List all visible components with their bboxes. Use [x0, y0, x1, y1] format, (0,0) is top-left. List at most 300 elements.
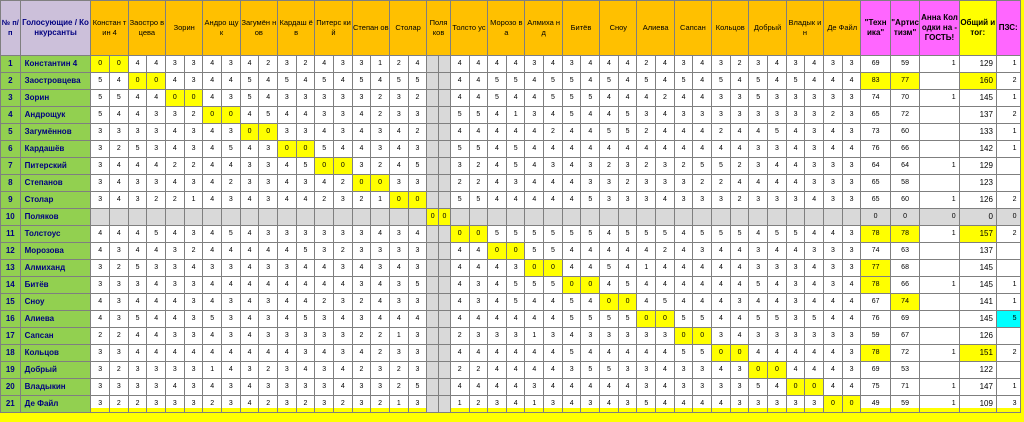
tech-score: 65 — [861, 192, 890, 209]
score-cell: 3 — [712, 379, 731, 396]
total-score: 145 — [959, 90, 996, 107]
score-cell: 4 — [203, 124, 222, 141]
score-cell: 4 — [562, 158, 581, 175]
score-cell: 4 — [259, 90, 278, 107]
score-cell: 2 — [259, 362, 278, 379]
score-cell: 4 — [371, 226, 390, 243]
score-cell: 3 — [637, 107, 656, 124]
score-cell: 4 — [637, 141, 656, 158]
pzs-score: 2 — [996, 226, 1020, 243]
score-cell: 4 — [488, 175, 507, 192]
score-cell: 3 — [278, 56, 297, 73]
score-cell: 5 — [581, 226, 600, 243]
score-cell: 3 — [259, 379, 278, 396]
score-cell: 5 — [525, 243, 544, 260]
score-cell: 5 — [618, 226, 637, 243]
row-number: 17 — [1, 328, 21, 345]
score-cell: 3 — [730, 90, 749, 107]
table-row — [1, 209, 1021, 226]
score-cell: 4 — [259, 277, 278, 294]
score-cell: 3 — [278, 260, 297, 277]
score-cell: 4 — [296, 192, 315, 209]
score-cell: 3 — [371, 362, 390, 379]
score-cell: 3 — [824, 328, 843, 345]
score-cell: 5 — [506, 226, 525, 243]
tech-score: 83 — [861, 73, 890, 90]
score-cell: 4 — [562, 243, 581, 260]
contestant-name: Поляков — [20, 209, 91, 226]
score-cell: 3 — [333, 107, 352, 124]
score-cell: 4 — [637, 294, 656, 311]
row-number: 7 — [1, 158, 21, 175]
score-cell: 3 — [240, 158, 259, 175]
score-cell: 4 — [581, 73, 600, 90]
score-cell: 5 — [488, 226, 507, 243]
score-cell: 4 — [147, 90, 166, 107]
score-cell: 4 — [824, 345, 843, 362]
score-cell: 5 — [525, 226, 544, 243]
score-cell: 3 — [749, 141, 768, 158]
guest-score — [920, 175, 959, 192]
score-cell: 3 — [786, 192, 805, 209]
contestant-name: Заостровцева — [20, 73, 91, 90]
score-cell: 4 — [693, 141, 712, 158]
guest-score: 1 — [920, 226, 959, 243]
header-judge: Загумён нов — [240, 1, 277, 56]
score-cell: 4 — [768, 294, 787, 311]
art-score: 74 — [890, 294, 919, 311]
header-judge: Степан ов — [352, 1, 389, 56]
score-cell: 3 — [315, 107, 334, 124]
score-cell: 0 — [693, 328, 712, 345]
score-cell: 5 — [488, 90, 507, 107]
score-cell: 2 — [637, 56, 656, 73]
row-number: 16 — [1, 311, 21, 328]
score-cell: 3 — [91, 192, 110, 209]
score-cell: 4 — [656, 56, 675, 73]
score-cell: 0 — [371, 175, 390, 192]
score-cell: 3 — [315, 396, 334, 413]
score-cell: 5 — [749, 311, 768, 328]
pzs-score — [996, 260, 1020, 277]
score-cell: 3 — [333, 328, 352, 345]
score-cell: 0 — [488, 243, 507, 260]
score-cell: 3 — [768, 107, 787, 124]
score-cell: 0 — [656, 311, 675, 328]
score-cell: 3 — [278, 379, 297, 396]
score-cell: 4 — [147, 243, 166, 260]
score-cell: 4 — [203, 73, 222, 90]
score-cell: 4 — [600, 243, 619, 260]
score-cell: 4 — [488, 311, 507, 328]
score-cell: 4 — [656, 73, 675, 90]
score-cell: 2 — [110, 141, 129, 158]
score-cell: 4 — [488, 158, 507, 175]
score-cell: 4 — [315, 175, 334, 192]
score-cell — [488, 209, 507, 226]
score-cell — [439, 56, 451, 73]
score-cell: 3 — [278, 396, 297, 413]
score-cell: 4 — [562, 124, 581, 141]
header-judge: Битёв — [562, 1, 599, 56]
score-cell: 3 — [749, 158, 768, 175]
score-cell: 0 — [128, 73, 147, 90]
score-cell: 3 — [315, 226, 334, 243]
score-cell: 3 — [506, 175, 525, 192]
score-cell: 3 — [371, 124, 390, 141]
score-cell: 3 — [693, 192, 712, 209]
score-cell — [147, 209, 166, 226]
score-cell: 4 — [488, 294, 507, 311]
score-cell: 4 — [786, 141, 805, 158]
score-cell: 5 — [637, 396, 656, 413]
score-cell: 5 — [525, 277, 544, 294]
score-cell: 3 — [333, 260, 352, 277]
contestant-name: Питерский — [20, 158, 91, 175]
score-cell: 3 — [91, 277, 110, 294]
score-cell: 4 — [749, 345, 768, 362]
score-cell: 3 — [222, 90, 241, 107]
score-cell: 4 — [674, 243, 693, 260]
score-cell: 5 — [749, 379, 768, 396]
score-cell: 5 — [506, 73, 525, 90]
score-cell: 3 — [296, 90, 315, 107]
score-cell: 2 — [469, 362, 488, 379]
score-cell: 4 — [203, 328, 222, 345]
score-cell: 3 — [600, 328, 619, 345]
score-cell: 3 — [389, 277, 408, 294]
score-cell: 4 — [240, 379, 259, 396]
tech-score: 65 — [861, 107, 890, 124]
score-cell: 4 — [656, 396, 675, 413]
score-cell: 4 — [296, 107, 315, 124]
score-cell: 4 — [352, 141, 371, 158]
score-cell: 3 — [166, 107, 185, 124]
score-cell: 4 — [278, 107, 297, 124]
score-cell: 1 — [389, 396, 408, 413]
score-cell: 3 — [749, 243, 768, 260]
total-score: 157 — [959, 226, 996, 243]
row-number: 10 — [1, 209, 21, 226]
score-cell: 5 — [506, 141, 525, 158]
score-cell: 3 — [333, 294, 352, 311]
score-cell — [439, 328, 451, 345]
score-cell: 3 — [712, 328, 731, 345]
score-cell: 0 — [240, 124, 259, 141]
score-cell: 2 — [693, 175, 712, 192]
score-cell: 2 — [110, 328, 129, 345]
score-cell: 4 — [525, 311, 544, 328]
score-cell: 5 — [91, 90, 110, 107]
total-score: 147 — [959, 379, 996, 396]
score-cell: 3 — [184, 226, 203, 243]
score-cell — [768, 209, 787, 226]
score-cell: 5 — [618, 124, 637, 141]
score-cell: 3 — [618, 396, 637, 413]
table-row — [1, 345, 1021, 362]
score-cell: 4 — [203, 158, 222, 175]
score-cell: 4 — [768, 175, 787, 192]
row-number: 19 — [1, 362, 21, 379]
tech-score: 65 — [861, 175, 890, 192]
score-cell: 3 — [184, 294, 203, 311]
score-cell: 4 — [278, 294, 297, 311]
score-cell: 5 — [562, 294, 581, 311]
pzs-score — [996, 362, 1020, 379]
score-cell: 5 — [296, 158, 315, 175]
score-cell: 4 — [805, 192, 824, 209]
guest-score — [920, 141, 959, 158]
score-cell: 2 — [371, 107, 390, 124]
score-cell: 4 — [824, 362, 843, 379]
score-cell: 0 — [562, 277, 581, 294]
header-art: "Артис тизм" — [890, 1, 919, 56]
score-cell — [427, 260, 439, 277]
score-cell: 3 — [128, 175, 147, 192]
score-cell: 4 — [166, 345, 185, 362]
score-cell: 3 — [278, 226, 297, 243]
score-cell: 4 — [562, 260, 581, 277]
score-cell: 3 — [674, 192, 693, 209]
score-cell: 4 — [469, 73, 488, 90]
pzs-score: 2 — [996, 192, 1020, 209]
score-cell — [427, 345, 439, 362]
total-score: 145 — [959, 260, 996, 277]
score-cell: 3 — [674, 175, 693, 192]
score-cell — [427, 379, 439, 396]
pzs-score: 1 — [996, 379, 1020, 396]
score-cell — [786, 209, 805, 226]
score-cell: 3 — [184, 379, 203, 396]
total-score: 133 — [959, 124, 996, 141]
score-cell: 4 — [600, 379, 619, 396]
score-cell: 3 — [128, 277, 147, 294]
pzs-score: 0 — [996, 209, 1020, 226]
guest-score: 0 — [920, 209, 959, 226]
score-cell: 2 — [333, 396, 352, 413]
score-cell — [240, 209, 259, 226]
score-cell: 3 — [450, 158, 469, 175]
pzs-score: 1 — [996, 90, 1020, 107]
score-cell: 4 — [712, 396, 731, 413]
score-cell: 4 — [166, 294, 185, 311]
score-cell: 4 — [562, 192, 581, 209]
score-cell: 4 — [278, 277, 297, 294]
score-cell: 3 — [333, 192, 352, 209]
score-cell — [439, 226, 451, 243]
score-cell: 3 — [389, 90, 408, 107]
contestant-name: Константин 4 — [20, 56, 91, 73]
score-cell: 4 — [371, 73, 390, 90]
score-cell: 5 — [693, 226, 712, 243]
score-cell: 1 — [389, 328, 408, 345]
total-score: 0 — [959, 209, 996, 226]
row-number: 20 — [1, 379, 21, 396]
score-cell: 4 — [525, 90, 544, 107]
score-cell: 3 — [824, 192, 843, 209]
guest-score — [920, 328, 959, 345]
score-cell: 4 — [525, 345, 544, 362]
score-cell: 4 — [730, 311, 749, 328]
score-cell: 4 — [333, 362, 352, 379]
table-row — [1, 379, 1021, 396]
score-cell: 5 — [469, 141, 488, 158]
score-cell: 2 — [352, 294, 371, 311]
score-cell: 4 — [91, 294, 110, 311]
score-cell: 3 — [128, 192, 147, 209]
score-cell: 3 — [618, 328, 637, 345]
score-cell: 4 — [203, 192, 222, 209]
score-cell — [222, 209, 241, 226]
table-row — [1, 396, 1021, 413]
tech-score: 74 — [861, 90, 890, 107]
art-score: 59 — [890, 396, 919, 413]
score-cell: 4 — [525, 192, 544, 209]
score-cell: 3 — [184, 277, 203, 294]
score-cell: 4 — [824, 141, 843, 158]
score-cell: 2 — [166, 192, 185, 209]
score-cell: 3 — [488, 328, 507, 345]
score-cell: 3 — [184, 175, 203, 192]
score-cell: 3 — [544, 396, 563, 413]
table-row — [1, 277, 1021, 294]
score-cell: 4 — [315, 260, 334, 277]
score-cell: 4 — [618, 56, 637, 73]
score-cell: 4 — [147, 311, 166, 328]
score-cell: 4 — [469, 124, 488, 141]
score-cell: 3 — [184, 311, 203, 328]
score-cell — [389, 209, 408, 226]
score-cell: 4 — [562, 328, 581, 345]
score-cell: 2 — [450, 362, 469, 379]
contestant-name: Сапсан — [20, 328, 91, 345]
pzs-score — [996, 175, 1020, 192]
score-cell: 3 — [488, 396, 507, 413]
row-number: 18 — [1, 345, 21, 362]
score-cell: 0 — [296, 141, 315, 158]
score-cell: 4 — [525, 294, 544, 311]
header-judge: Добрый — [749, 1, 786, 56]
score-cell: 4 — [730, 73, 749, 90]
total-score: 142 — [959, 141, 996, 158]
table-row — [1, 107, 1021, 124]
score-cell: 4 — [842, 311, 861, 328]
score-cell: 4 — [110, 192, 129, 209]
contestant-name: Столар — [20, 192, 91, 209]
table-row — [1, 328, 1021, 345]
total-score: 126 — [959, 192, 996, 209]
score-cell: 1 — [525, 328, 544, 345]
guest-score — [920, 362, 959, 379]
header-judge: Морозо ва — [488, 1, 525, 56]
score-cell: 4 — [842, 141, 861, 158]
score-cell: 5 — [749, 277, 768, 294]
score-cell: 2 — [450, 175, 469, 192]
score-cell: 3 — [637, 362, 656, 379]
contestant-name: Кардашёв — [20, 141, 91, 158]
header-judge: Столар — [389, 1, 426, 56]
score-cell — [618, 209, 637, 226]
header-row — [1, 1, 1021, 56]
score-cell: 5 — [730, 226, 749, 243]
total-score: 141 — [959, 294, 996, 311]
score-cell: 3 — [637, 192, 656, 209]
score-cell — [427, 124, 439, 141]
score-cell: 4 — [693, 56, 712, 73]
score-cell: 2 — [259, 396, 278, 413]
guest-score: 1 — [920, 277, 959, 294]
score-cell: 3 — [842, 345, 861, 362]
score-cell: 3 — [110, 345, 129, 362]
score-cell: 3 — [91, 396, 110, 413]
score-cell: 3 — [712, 90, 731, 107]
score-cell: 3 — [147, 141, 166, 158]
contestant-name: Загумённов — [20, 124, 91, 141]
score-cell — [203, 209, 222, 226]
score-cell: 3 — [768, 192, 787, 209]
score-cell: 3 — [730, 362, 749, 379]
score-cell: 3 — [222, 192, 241, 209]
score-cell: 4 — [203, 294, 222, 311]
guest-score: 1 — [920, 192, 959, 209]
score-cell: 4 — [488, 56, 507, 73]
score-cell: 4 — [222, 73, 241, 90]
table-row — [1, 294, 1021, 311]
score-cell: 4 — [408, 56, 427, 73]
score-cell — [371, 209, 390, 226]
score-cell: 2 — [544, 124, 563, 141]
score-cell — [439, 192, 451, 209]
score-cell: 4 — [240, 345, 259, 362]
total-score: 123 — [959, 175, 996, 192]
score-cell — [439, 90, 451, 107]
score-cell: 4 — [712, 277, 731, 294]
score-cell: 1 — [203, 362, 222, 379]
score-cell: 2 — [352, 192, 371, 209]
score-cell: 4 — [618, 73, 637, 90]
art-score: 58 — [890, 175, 919, 192]
score-cell: 4 — [91, 311, 110, 328]
row-number: 13 — [1, 260, 21, 277]
table-row — [1, 56, 1021, 73]
header-total: Общий итог: — [959, 1, 996, 56]
score-cell: 5 — [712, 226, 731, 243]
score-cell: 5 — [600, 311, 619, 328]
pzs-score: 3 — [996, 396, 1020, 413]
score-cell: 5 — [581, 192, 600, 209]
row-number: 5 — [1, 124, 21, 141]
score-cell — [427, 73, 439, 90]
score-cell: 4 — [656, 379, 675, 396]
score-cell — [91, 209, 110, 226]
score-cell: 0 — [315, 158, 334, 175]
score-cell: 4 — [712, 311, 731, 328]
table-row — [1, 124, 1021, 141]
score-cell: 3 — [352, 56, 371, 73]
score-cell: 4 — [352, 345, 371, 362]
score-cell: 5 — [600, 124, 619, 141]
score-cell: 3 — [786, 260, 805, 277]
score-cell: 3 — [222, 311, 241, 328]
score-cell: 3 — [371, 379, 390, 396]
guest-score — [920, 294, 959, 311]
score-cell: 4 — [371, 277, 390, 294]
score-cell: 3 — [128, 124, 147, 141]
art-score: 68 — [890, 260, 919, 277]
score-cell: 4 — [805, 362, 824, 379]
score-cell — [427, 396, 439, 413]
score-cell: 4 — [128, 107, 147, 124]
